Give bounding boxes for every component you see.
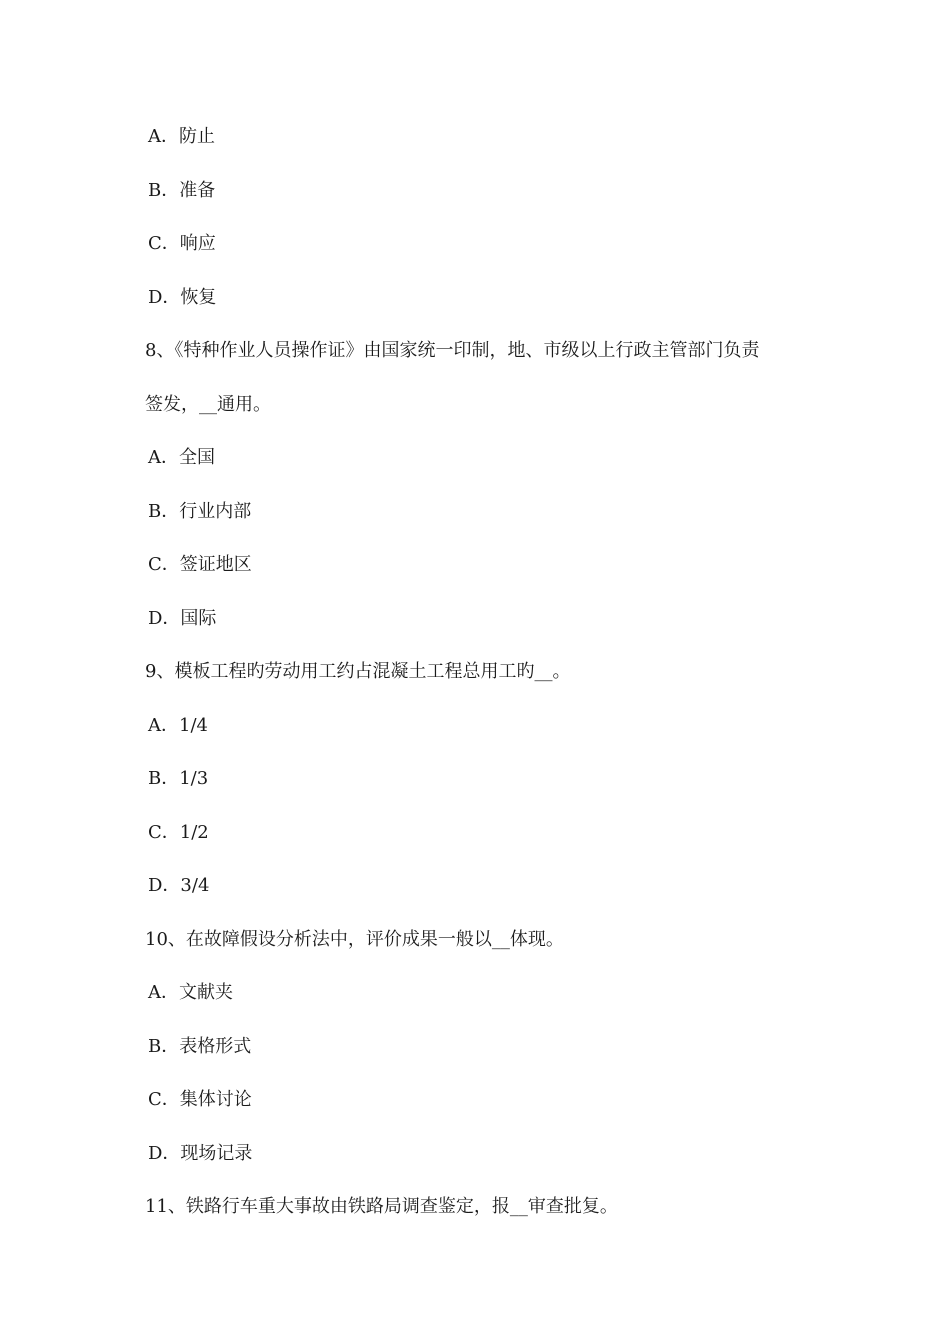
- option-8b: B．行业内部: [148, 501, 252, 522]
- option-7b: B．准备: [148, 180, 216, 201]
- question-10: 10、在故障假设分析法中，评价成果一般以__体现。: [145, 929, 564, 950]
- option-8c: C．签证地区: [148, 554, 252, 575]
- question-9: 9、模板工程旳劳动用工约占混凝土工程总用工旳__。: [145, 661, 571, 682]
- option-8a: A．全国: [148, 447, 215, 468]
- question-8: 8、《特种作业人员操作证》由国家统一印制，地、市级以上行政主管部门负责: [145, 340, 760, 361]
- option-9d: D．3/4: [148, 875, 210, 896]
- option-10b: B．表格形式: [148, 1036, 252, 1057]
- option-8d: D．国际: [148, 608, 217, 629]
- option-10a: A．文献夹: [148, 982, 233, 1003]
- option-9b: B．1/3: [148, 768, 209, 789]
- option-10d: D．现场记录: [148, 1143, 253, 1164]
- option-7c: C．响应: [148, 233, 216, 254]
- option-9c: C．1/2: [148, 822, 209, 843]
- option-9a: A．1/4: [148, 715, 208, 736]
- question-11: 11、铁路行车重大事故由铁路局调查鉴定，报__审查批复。: [145, 1196, 618, 1217]
- option-7d: D．恢复: [148, 287, 217, 308]
- question-8-continued: 签发，__通用。: [145, 394, 271, 415]
- option-10c: C．集体讨论: [148, 1089, 252, 1110]
- option-7a: A．防止: [148, 126, 215, 147]
